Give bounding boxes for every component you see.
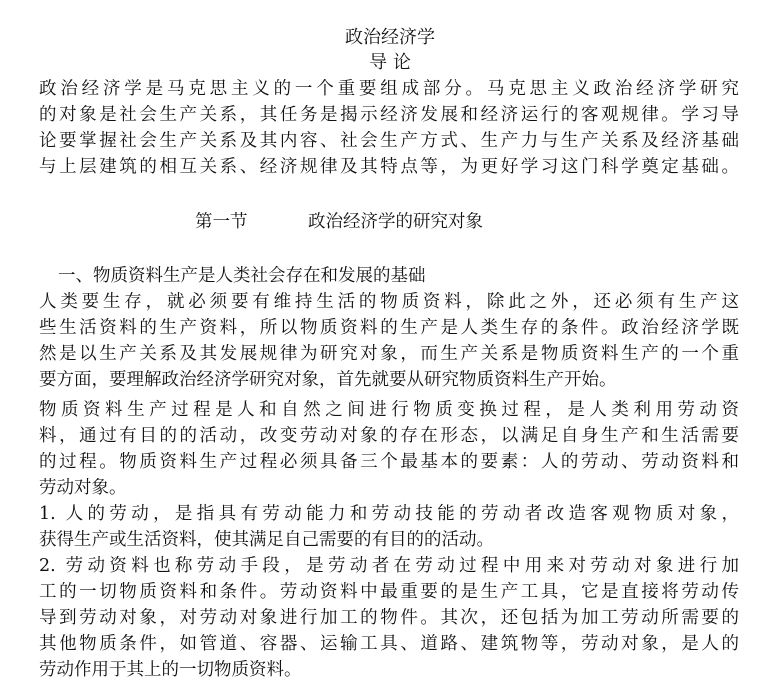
text-line: 2. 劳动资料也称劳动手段，是劳动者在劳动过程中用来对劳动对象进行加 bbox=[39, 556, 739, 576]
text-line: 政治经济学是马克思主义的一个重要组成部分。马克思主义政治经济学研究 bbox=[39, 79, 739, 99]
text-line: 获得生产或生活资料，使其满足自己需要的有目的的活动。 bbox=[39, 530, 494, 550]
document-title: 政治经济学 bbox=[345, 27, 435, 48]
text-line: 其他物质条件，如管道、容器、运输工具、道路、建筑物等，劳动对象，是人的 bbox=[39, 634, 739, 654]
text-line: 劳动对象。 bbox=[39, 478, 127, 498]
section-number: 第一节 bbox=[195, 212, 248, 232]
text-line: 人类要生存，就必须要有维持生活的物质资料，除此之外，还必须有生产这 bbox=[39, 292, 739, 312]
text-line: 些生活资料的生产资料，所以物质资料的生产是人类生存的条件。政治经济学既 bbox=[39, 318, 739, 338]
text-line: 的过程。物质资料生产过程必须具备三个最基本的要素：人的劳动、劳动资料和 bbox=[39, 452, 739, 472]
text-line: 然是以生产关系及其发展规律为研究对象，而生产关系是物质资料生产的一个重 bbox=[39, 344, 739, 364]
text-line: 料，通过有目的的活动，改变劳动对象的存在形态，以满足自身生产和生活需要 bbox=[39, 426, 739, 446]
text-line: 要方面，要理解政治经济学研究对象，首先就要从研究物质资料生产开始。 bbox=[39, 370, 617, 390]
text-line: 论要掌握社会生产关系及其内容、社会生产方式、生产力与生产关系及经济基础 bbox=[39, 131, 739, 151]
text-line: 1. 人的劳动，是指具有劳动能力和劳动技能的劳动者改造客观物质对象， bbox=[39, 504, 739, 524]
text-line: 的对象是社会生产关系，其任务是揭示经济发展和经济运行的客观规律。学习导 bbox=[39, 105, 739, 125]
text-line: 与上层建筑的相互关系、经济规律及其特点等，为更好学习这门科学奠定基础。 bbox=[39, 157, 739, 177]
text-line: 物质资料生产过程是人和自然之间进行物质变换过程，是人类利用劳动资 bbox=[39, 400, 739, 420]
text-line: 工的一切物质资料和条件。劳动资料中最重要的是生产工具，它是直接将劳动传 bbox=[39, 582, 739, 602]
document-subtitle: 导 论 bbox=[369, 52, 411, 73]
subheading: 一、物质资料生产是人类社会存在和发展的基础 bbox=[58, 266, 426, 286]
text-line: 导到劳动对象，对劳动对象进行加工的物件。其次，还包括为加工劳动所需要的 bbox=[39, 608, 739, 628]
text-line: 劳动作用于其上的一切物质资料。 bbox=[39, 660, 302, 680]
section-title: 政治经济学的研究对象 bbox=[308, 212, 483, 232]
